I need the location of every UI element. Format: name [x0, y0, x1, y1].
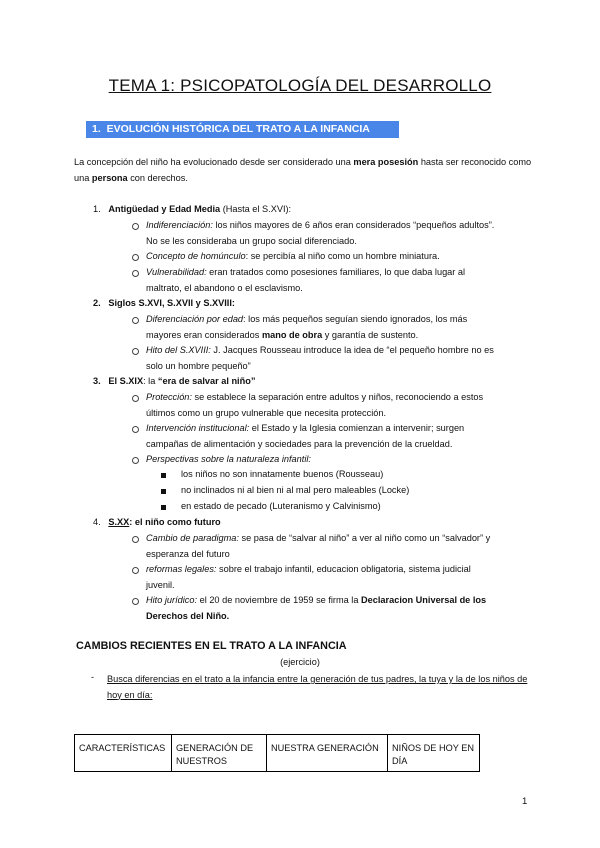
square-bullet-icon [161, 473, 166, 478]
section-number: 1. [92, 123, 101, 135]
circle-bullet-icon [132, 395, 139, 402]
circle-bullet-icon [132, 254, 139, 261]
exercise-instruction: Busca diferencias en el trato a la infancia entre la generación de tus padres, la tuya y la de los niños de hoy en día: [107, 674, 528, 700]
circle-bullet-icon [132, 317, 139, 324]
section-heading: CAMBIOS RECIENTES EN EL TRATO A LA INFANCIA [76, 640, 347, 652]
list-subitem: reformas legales: sobre el trabajo infantil, educacion obligatoria, sistema judicial juvenil. [146, 564, 471, 590]
list-item: 1. Antigüedad y Edad Media (Hasta el S.XVI): [93, 204, 292, 214]
list-subitem: Intervención institucional: el Estado y la Iglesia comienzan a intervenir; surgen campañas de alimentación y sociedades para la prevención de la crueldad. [146, 423, 465, 449]
list-subitem: Perspectivas sobre la naturaleza infantil: [146, 454, 311, 464]
list-bullet: en estado de pecado (Luteranismo y Calvinismo) [181, 501, 381, 511]
list-subitem: Concepto de homúnculo: se percibía al niño como un hombre miniatura. [146, 251, 440, 261]
list-subitem: Hito jurídico: el 20 de noviembre de 1959 se firma la Declaracion Universal de los Derechos del Niño. [146, 595, 487, 621]
list-subitem: Vulnerabilidad: eran tratados como posesiones familiares, lo que daba lugar al maltrato, el abandono o el esclavismo. [146, 267, 466, 293]
square-bullet-icon [161, 489, 166, 494]
circle-bullet-icon [132, 457, 139, 464]
exercise-label: (ejercicio) [280, 657, 320, 667]
circle-bullet-icon [132, 270, 139, 277]
table-row [75, 735, 480, 772]
intro-paragraph: La concepción del niño ha evolucionado desde ser considerado una mera posesión hasta ser reconocido como una persona con derechos. [74, 157, 532, 183]
comparison-table [74, 734, 480, 772]
table-header-cell: NUESTRA GENERACIÓN [267, 735, 388, 772]
square-bullet-icon [161, 505, 166, 510]
circle-bullet-icon [132, 536, 139, 543]
list-item: 3. El S.XIX: la “era de salvar al niño” [93, 376, 256, 386]
page-title: TEMA 1: PSICOPATOLOGÍA DEL DESARROLLO [108, 76, 492, 95]
section-label: EVOLUCIÓN HISTÓRICA DEL TRATO A LA INFANCIA [106, 123, 370, 135]
circle-bullet-icon [132, 426, 139, 433]
circle-bullet-icon [132, 598, 139, 605]
section-heading-bar [86, 121, 399, 138]
dash-bullet: - [91, 672, 95, 682]
list-item: 2. Siglos S.XVI, S.XVII y S.XVIII: [93, 298, 235, 308]
list-item: 4. S.XX: el niño como futuro [93, 517, 221, 527]
page-number: 1 [522, 796, 528, 807]
circle-bullet-icon [132, 223, 139, 230]
list-subitem: Hito del S.XVIII: J. Jacques Rousseau introduce la idea de “el pequeño hombre no es solo un hombre pequeño” [146, 345, 494, 371]
list-subitem: Protección: se establece la separación entre adultos y niños, reconociendo a estos últimos como un grupo vulnerable que necesita protección. [146, 392, 484, 418]
list-subitem: Cambio de paradigma: se pasa de “salvar al niño” a ver al niño como un “salvador” y esperanza del futuro [146, 533, 491, 559]
circle-bullet-icon [132, 348, 139, 355]
list-bullet: los niños no son innatamente buenos (Rousseau) [181, 469, 384, 479]
circle-bullet-icon [132, 567, 139, 574]
table-header-cell: CARACTERÍSTICAS [75, 735, 172, 772]
list-subitem: Indiferenciación: los niños mayores de 6 años eran considerados “pequeños adultos”. No se les consideraba un grupo social diferenciado. [146, 220, 495, 246]
table-header-cell: GENERACIÓN DE NUESTROS [172, 735, 267, 772]
list-subitem: Diferenciación por edad: los más pequeños seguían siendo ignorados, los más mayores eran considerados mano de obra y garantía de sustento. [146, 314, 468, 340]
table-header-cell: NIÑOS DE HOY EN DÍA [388, 735, 480, 772]
list-bullet: no inclinados ni al bien ni al mal pero maleables (Locke) [181, 485, 410, 495]
